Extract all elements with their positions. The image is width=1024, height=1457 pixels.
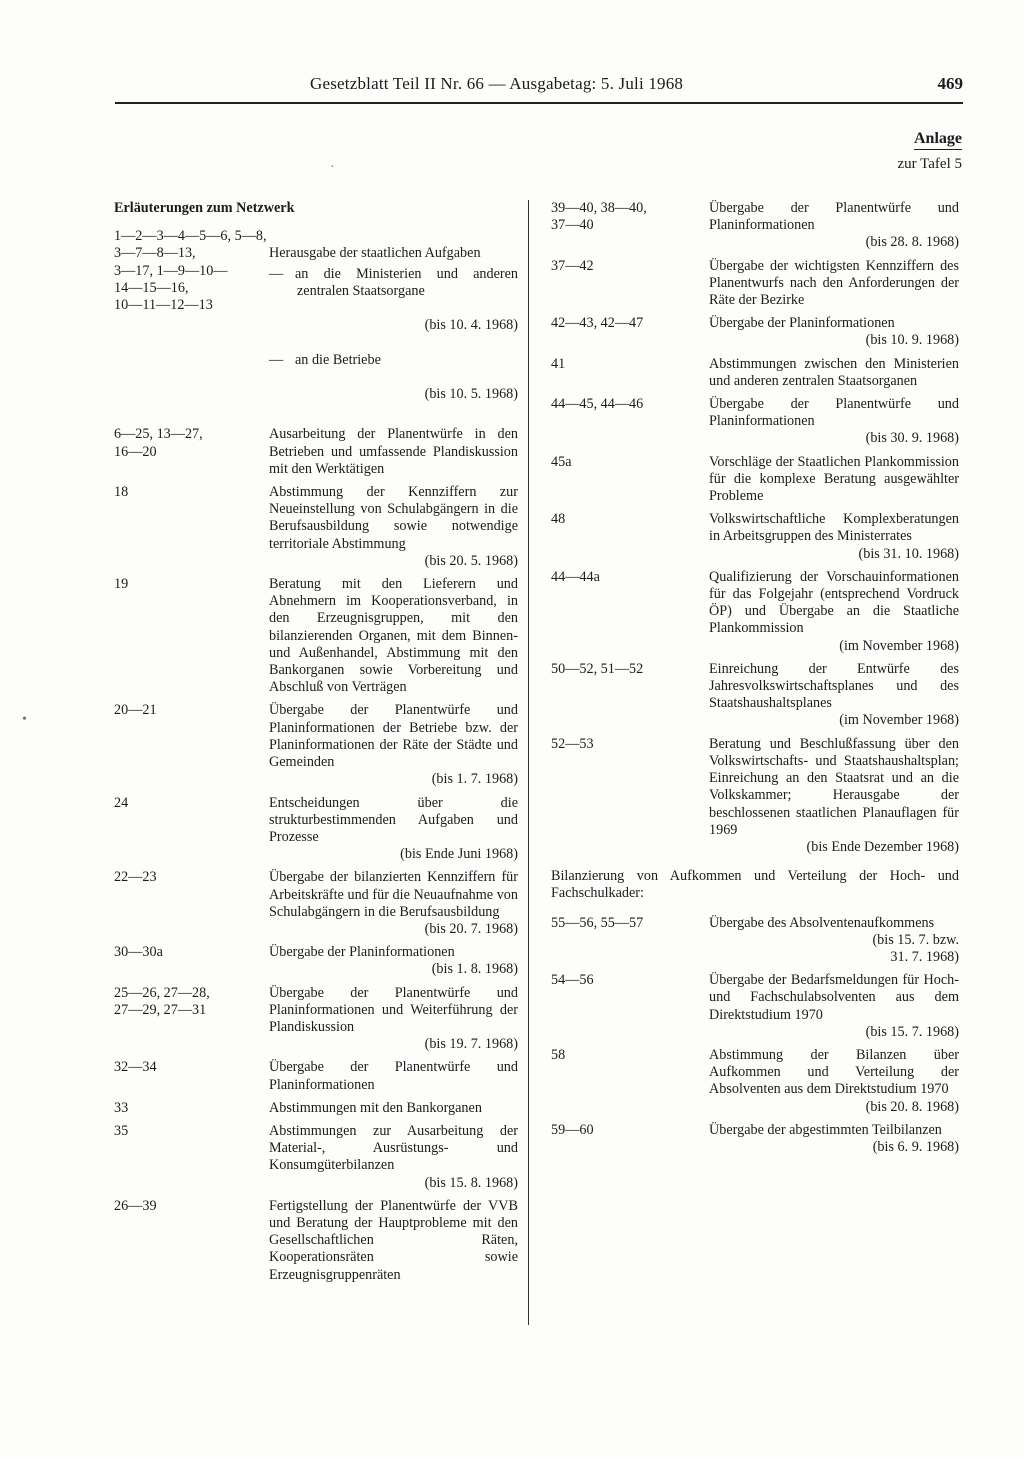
activity-description: Abstimmungen zur Ausarbeitung der Material-, Ausrüstungs- und Konsumgüterbilanzen [269,1122,518,1174]
activity-code: 42—43, 42—47 [551,315,644,332]
dash-marker: — [269,351,284,368]
activity-code: 25—26, 27—28, 27—29, 27—31 [114,984,210,1018]
activity-code: 33 [114,1099,129,1116]
activity-code: 52—53 [551,735,594,752]
activity-code: 48 [551,511,566,528]
activity-description: Übergabe des Absolventenaufkommens [709,914,935,931]
activity-description: Übergabe der Planentwürfe und Planinformationen und Weiterführung der Plandiskussion [269,984,518,1035]
activity-code: 6—25, 13—27, 16—20 [114,426,203,460]
activity-text [269,228,518,420]
activity-code: 44—45, 44—46 [551,396,644,413]
activity-text [709,972,959,1041]
activity-description: Volkswirtschaftliche Komplexberatungen in Arbeitsgruppen des Ministerrates [709,511,959,545]
left-column [114,200,518,1290]
deadline: (bis 31. 10. 1968) [858,545,959,562]
deadline: (bis 6. 9. 1968) [872,1138,959,1155]
deadline: (bis 20. 8. 1968) [865,1098,959,1115]
deadline: (bis 15. 7. 1968) [865,1023,959,1040]
activity-code: 39—40, 38—40, 37—40 [551,200,647,234]
anlage-label: Anlage [914,130,962,150]
page-number: 469 [937,74,963,93]
table-row [114,484,518,570]
deadline: (bis 28. 8. 1968) [865,234,959,251]
activity-code: 44—44a [551,568,600,585]
header-title: Gesetzblatt Teil II Nr. 66 — Ausgabetag: 5. Juli 1968 [310,74,684,93]
table-row [551,454,959,506]
activity-text [709,1047,959,1116]
activity-code: 41 [551,355,566,372]
table-row [114,228,518,420]
activity-description: Abstimmungen zwischen den Ministerien und anderen zentralen Staatsorganen [709,355,959,389]
activity-code: 22—23 [114,869,157,886]
deadline: (bis 10. 9. 1968) [865,332,959,349]
activity-description: Übergabe der wichtigsten Kennziffern des Planentwurfs nach den Anforderungen der Räte der Bezirke [709,257,959,309]
sub-item [269,266,518,300]
activity-code: 1—2—3—4—5—6, 5—8, 3—7—8—13, 3—17, 1—9—10— 14—15—16, 10—11—12—13 [114,228,267,314]
table-row [551,396,959,448]
sub-item-text: an die Ministerien und anderen zentralen Staatsorgane [295,265,518,299]
activity-text [269,1100,518,1117]
deadline: (bis 15. 8. 1968) [424,1174,518,1191]
activity-code: 20—21 [114,702,157,719]
table-row [551,356,959,390]
activity-description: Vorschläge der Staatlichen Plankommission für die komplexe Beratung ausgewählter Probleme [709,453,959,505]
activity-code: 35 [114,1122,129,1139]
anlage-reference: zur Tafel 5 [897,156,962,172]
table-row [551,511,959,563]
table-row [551,1122,959,1156]
activity-code: 37—42 [551,257,594,274]
table-row [551,661,959,730]
activity-text [269,426,518,478]
scan-speck: · [330,160,335,175]
column-divider [528,200,529,1325]
table-row [551,1047,959,1116]
activity-description: Übergabe der Planentwürfe und Planinformationen der Betriebe bzw. der Planinformationen der Räte der Städte und Gemeinden [269,702,518,771]
table-row [114,1100,518,1117]
activity-description: Ausarbeitung der Planentwürfe in den Betrieben und umfassende Plandiskussion mit den Werktätigen [269,426,518,477]
activity-text [709,511,959,563]
deadline: (bis Ende Dezember 1968) [806,838,959,855]
table-row [551,915,959,967]
section-title: Erläuterungen zum Netzwerk [114,200,295,216]
deadline: (bis 10. 5. 1968) [424,386,518,403]
activity-description: Übergabe der Planentwürfe und Planinformationen [709,200,959,234]
activity-description: Abstimmung der Bilanzen über Aufkommen und Verteilung der Absolventen aus dem Direktstudium 1970 [709,1046,959,1098]
table-row [551,972,959,1041]
activity-text [269,1059,518,1093]
table-row [114,985,518,1054]
activity-text [709,1122,959,1156]
activity-text [709,736,959,856]
activity-description: Beratung und Beschlußfassung über den Volkswirtschafts- und Staatshaushaltsplan; Einreichung an den Staatsrat und an die Volkskammer; Herausgabe der beschlossenen staatlichen Planauflagen für 1969 [709,735,959,838]
activity-text [709,356,959,390]
activity-code: 32—34 [114,1059,157,1076]
deadline: (bis 1. 8. 1968) [431,961,518,978]
activity-code: 19 [114,576,129,593]
activity-description: Übergabe der Bedarfsmeldungen für Hoch- und Fachschulabsolventen aus dem Direktstudium 1970 [709,972,959,1023]
activity-text [269,702,518,788]
activity-description: Abstimmung der Kennziffern zur Neueinstellung von Schulabgängern in die Berufsausbildung sowie notwendige territoriale Abstimmung [269,484,518,552]
activity-text [269,985,518,1054]
table-row [114,1059,518,1093]
activity-text [269,576,518,696]
dash-marker: — [269,265,284,282]
deadline: (bis 20. 5. 1968) [424,552,518,569]
table-row [114,576,518,696]
activity-code: 30—30a [114,944,163,961]
activity-code: 55—56, 55—57 [551,914,644,931]
table-row [114,1198,518,1284]
activity-text [709,569,959,655]
deadline: (im November 1968) [839,712,959,729]
activity-description: Abstimmungen mit den Bankorganen [269,1099,482,1116]
activity-text [709,915,959,967]
deadline: (bis 30. 9. 1968) [865,430,959,447]
activity-text [709,200,959,252]
activity-description: Übergabe der Planinformationen [269,944,455,961]
activity-text [709,315,959,349]
activity-text [269,1198,518,1284]
activity-description: Beratung mit den Lieferern und Abnehmern im Kooperationsverband, in den Erzeugnisgruppen, mit den bilanzierenden Organen, mit dem Binnen- und Außenhandel, Abstimmung mit den Bankorganen sowie Vorbereitung und Abschluß von Verträgen [269,576,518,696]
activity-description: Entscheidungen über die strukturbestimmenden Aufgaben und Prozesse [269,794,518,845]
scan-speck: • [22,712,27,727]
activity-description: Übergabe der Planinformationen [709,315,895,332]
table-row [114,869,518,938]
right-column [551,200,959,1162]
activity-description: Übergabe der abgestimmten Teilbilanzen [709,1121,942,1138]
activity-description: Fertigstellung der Planentwürfe der VVB und Beratung der Hauptprobleme mit den Gesellschaftlichen Räten, Kooperationsräten sowie Erzeugnisgruppenräten [269,1197,518,1283]
activity-description: Qualifizierung der Vorschauinformationen für das Folgejahr (entsprechend Vordruck ÖP) und Übergabe an die Staatliche Plankommission [709,568,959,637]
table-row [551,200,959,252]
table-row [551,736,959,856]
sub-item-text: an die Betriebe [295,351,381,368]
activity-code: 50—52, 51—52 [551,660,644,677]
activity-text [709,258,959,310]
deadline: (bis 15. 7. bzw. 31. 7. 1968) [872,931,959,965]
deadline: (bis Ende Juni 1968) [400,846,518,863]
activity-code: 59—60 [551,1121,594,1138]
activity-description: Übergabe der Planentwürfe und Planinformationen [709,396,959,430]
deadline: (bis 1. 7. 1968) [431,771,518,788]
activity-code: 26—39 [114,1197,157,1214]
activity-description: Übergabe der bilanzierten Kennziffern für Arbeitskräfte und für die Neuaufnahme von Schulabgängern in die Berufsausbildung [269,869,518,920]
activity-code: 54—56 [551,972,594,989]
deadline: (bis 20. 7. 1968) [424,920,518,937]
activity-code: 45a [551,453,572,470]
activity-text [709,661,959,730]
table-row [114,702,518,788]
page-header [115,70,963,104]
activity-text [269,484,518,570]
activity-text [709,454,959,506]
sub-item [269,352,518,369]
activity-code: 24 [114,794,129,811]
activity-text [269,795,518,864]
section-intro: Bilanzierung von Aufkommen und Verteilung der Hoch- und Fachschulkader: [551,868,959,902]
activity-text [269,944,518,978]
table-row [551,258,959,310]
table-row [114,426,518,478]
deadline: (bis 10. 4. 1968) [424,317,518,334]
deadline: (im November 1968) [839,637,959,654]
activity-description: Übergabe der Planentwürfe und Planinformationen [269,1059,518,1093]
activity-code: 18 [114,484,129,501]
activity-text [269,1123,518,1192]
activity-description: Einreichung der Entwürfe des Jahresvolkswirtschaftsplanes und des Staatshaushaltsplanes [709,660,959,712]
table-row [114,795,518,864]
activity-text [269,869,518,938]
deadline: (bis 19. 7. 1968) [424,1036,518,1053]
table-row [114,1123,518,1192]
activity-description: Herausgabe der staatlichen Aufgaben [269,245,481,262]
activity-text [709,396,959,448]
activity-code: 58 [551,1046,566,1063]
table-row [551,315,959,349]
table-row [114,944,518,978]
table-row [551,569,959,655]
